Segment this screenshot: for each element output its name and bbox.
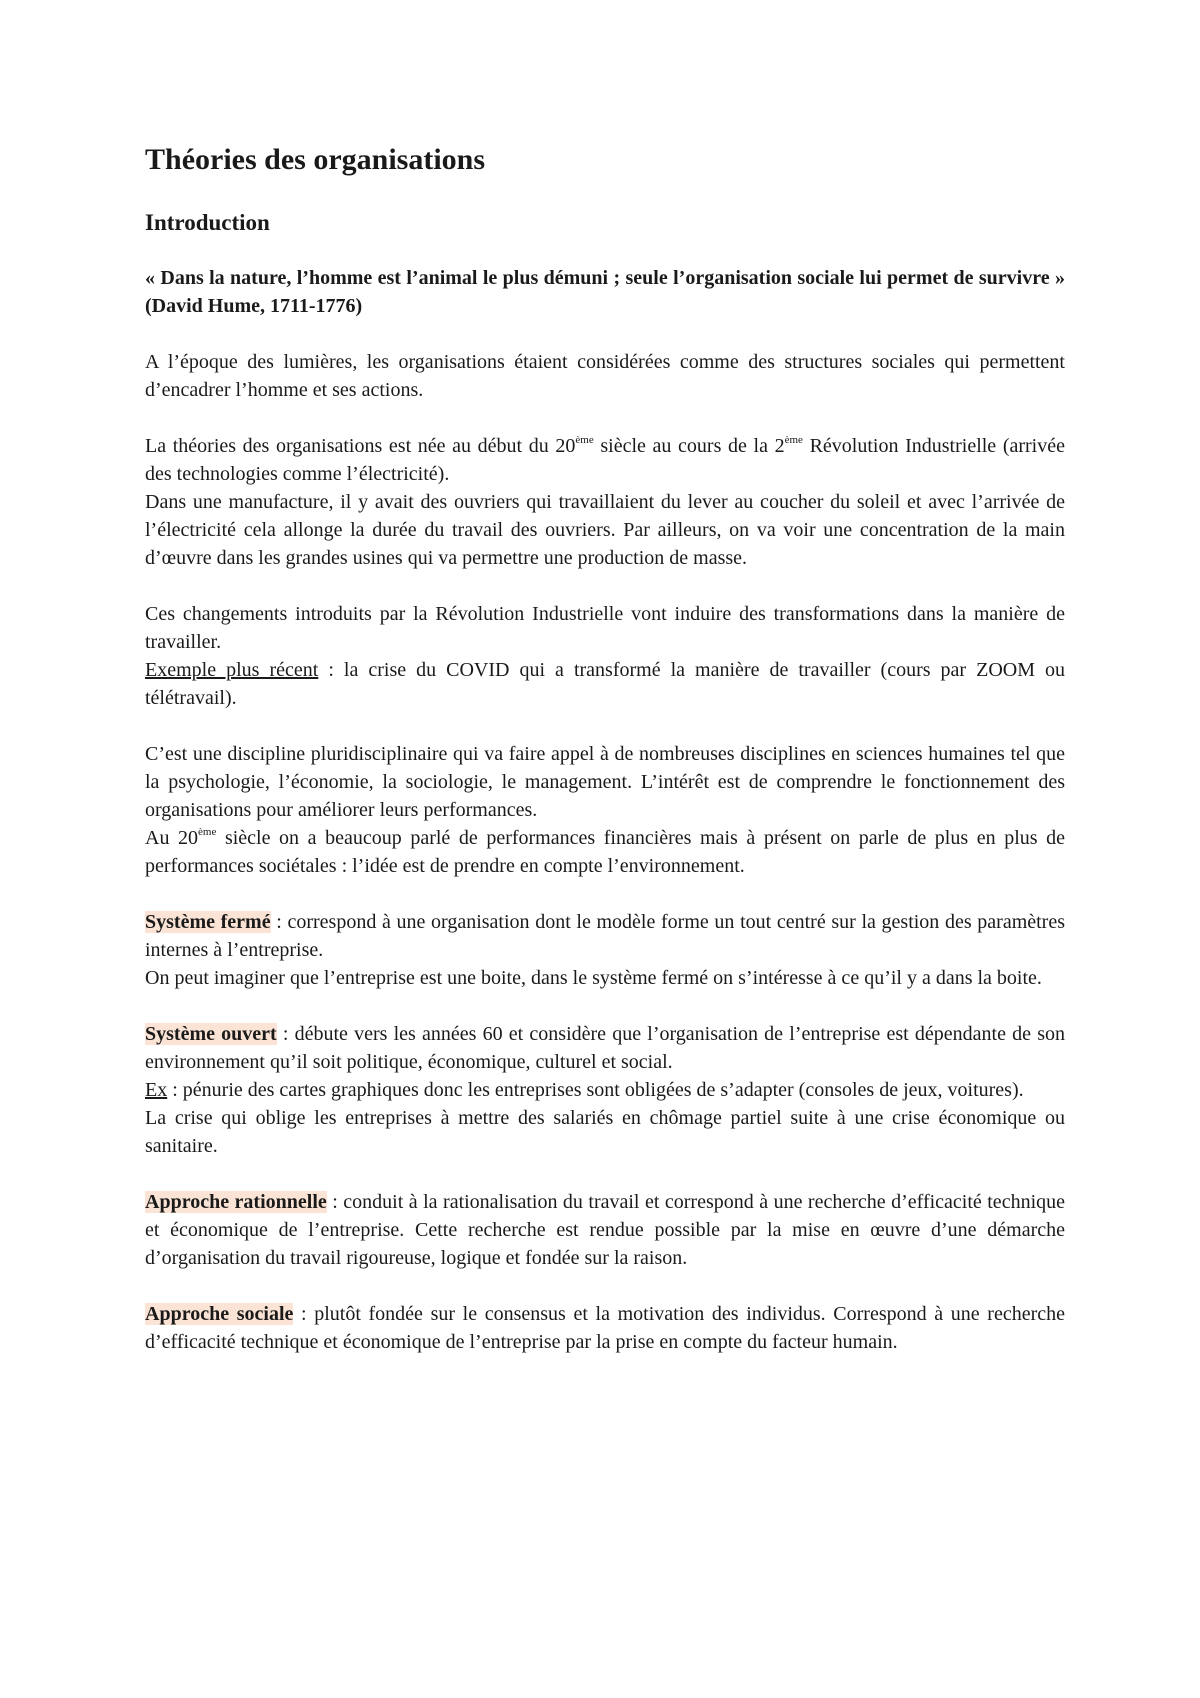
paragraph-revolution bbox=[145, 432, 1065, 488]
paragraph-exemple bbox=[145, 656, 1065, 712]
superscript: ème bbox=[784, 434, 803, 446]
text-run: Au 20 bbox=[145, 827, 199, 849]
definition-systeme-ferme bbox=[145, 908, 1065, 964]
definition-approche-sociale bbox=[145, 1300, 1065, 1356]
paragraph-manufacture: Dans une manufacture, il y avait des ouvriers qui travaillaient du lever au coucher du soleil et avec l’arrivée de l’électricité cela allonge la durée du travail des ouvriers. Par ailleurs, on va voir une concentration de la main d’œuvre dans les grandes usines qui va permettre une production de masse. bbox=[145, 491, 1065, 569]
definition-systeme-ouvert bbox=[145, 1020, 1065, 1076]
definition-approche-rationnelle bbox=[145, 1188, 1065, 1272]
text-run: Révolution Industrielle (arrivée des technologies comme l’électricité). bbox=[145, 435, 1065, 485]
term-systeme-ouvert: Système ouvert bbox=[145, 1023, 277, 1045]
ex-label: Ex bbox=[145, 1079, 168, 1101]
paragraph-ex bbox=[145, 1076, 1065, 1104]
definition-text: : conduit à la rationalisation du travail et correspond à une recherche d’efficacité technique et économique de l’entreprise. Cette recherche est rendue possible par la mise en œuvre d’une démarche d’organisation du travail rigoureuse, logique et fondée sur la raison. bbox=[145, 1191, 1065, 1269]
paragraph-lumieres: A l’époque des lumières, les organisations étaient considérées comme des structures sociales qui permettent d’encadrer l’homme et ses actions. bbox=[145, 351, 1065, 401]
example-text: : la crise du COVID qui a transformé la manière de travailler (cours par ZOOM ou télétravail). bbox=[145, 659, 1065, 709]
section-heading: Introduction bbox=[145, 210, 270, 235]
definition-text: : plutôt fondée sur le consensus et la motivation des individus. Correspond à une recherche d’efficacité technique et économique de l’entreprise par la prise en compte du facteur humain. bbox=[145, 1303, 1065, 1353]
paragraph-changements: Ces changements introduits par la Révolution Industrielle vont induire des transformations dans la manière de travailler. bbox=[145, 603, 1065, 653]
hume-quote bbox=[145, 264, 1065, 320]
paragraph-crise: La crise qui oblige les entreprises à mettre des salariés en chômage partiel suite à une crise économique ou sanitaire. bbox=[145, 1107, 1065, 1157]
definition-text: : correspond à une organisation dont le modèle forme un tout centré sur la gestion des paramètres internes à l’entreprise. bbox=[145, 911, 1066, 961]
superscript: ème bbox=[575, 434, 594, 446]
paragraph-performances bbox=[145, 824, 1065, 880]
term-approche-sociale: Approche sociale bbox=[145, 1303, 294, 1325]
paragraph-discipline: C’est une discipline pluridisciplinaire qui va faire appel à de nombreuses disciplines en sciences humaines tel que la psychologie, l’économie, la sociologie, le management. L’intérêt est de comprendre le fonctionnement des organisations pour améliorer leurs performances. bbox=[145, 743, 1065, 821]
term-approche-rationnelle: Approche rationnelle bbox=[145, 1191, 327, 1213]
term-systeme-ferme: Système fermé bbox=[145, 911, 271, 933]
quote-text: « Dans la nature, l’homme est l’animal le plus démuni ; seule l’organisation sociale lui permet de survivre » bbox=[145, 267, 1065, 289]
paragraph-boite: On peut imaginer que l’entreprise est une boite, dans le système fermé on s’intéresse à ce qu’il y a dans la boite. bbox=[145, 967, 1042, 989]
document-title: Théories des organisations bbox=[145, 143, 486, 176]
example-label: Exemple plus récent bbox=[145, 659, 319, 681]
superscript: ème bbox=[198, 826, 217, 838]
quote-attribution: (David Hume, 1711-1776) bbox=[145, 295, 363, 317]
definition-text: : débute vers les années 60 et considère que l’organisation de l’entreprise est dépendante de son environnement qu’il soit politique, économique, culturel et social. bbox=[145, 1023, 1065, 1073]
text-run: siècle au cours de la 2 bbox=[593, 435, 785, 457]
text-run: siècle on a beaucoup parlé de performances financières mais à présent on parle de plus en plus de performances sociétales : l’idée est de prendre en compte l’environnement. bbox=[145, 827, 1065, 877]
ex-text: : pénurie des cartes graphiques donc les entreprises sont obligées de s’adapter (consoles de jeux, voitures). bbox=[167, 1079, 1024, 1101]
text-run: La théories des organisations est née au début du 20 bbox=[145, 435, 576, 457]
